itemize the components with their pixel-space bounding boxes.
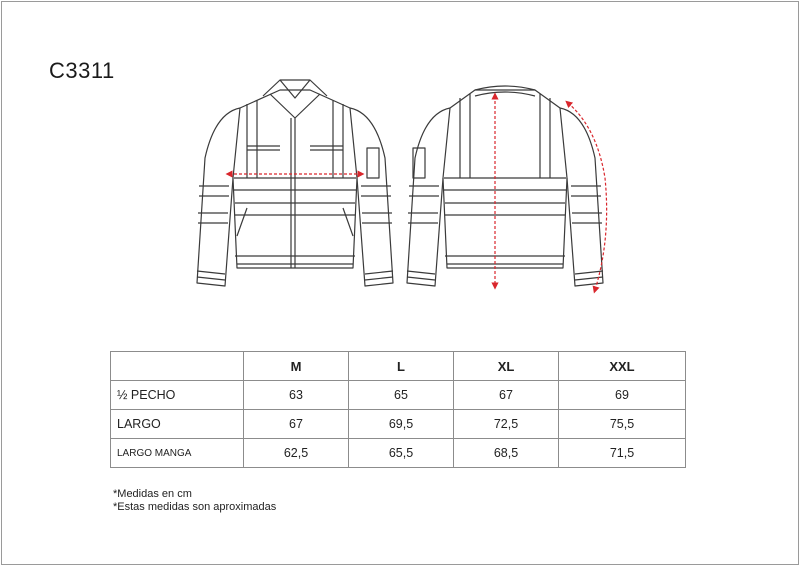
jacket-technical-drawing: [185, 68, 615, 300]
table-cell: 69,5: [349, 410, 454, 439]
footnote-units: *Medidas en cm: [113, 488, 192, 500]
row-label: LARGO: [111, 410, 244, 439]
product-code: C3311: [49, 58, 115, 83]
table-header-row: [111, 352, 686, 381]
table-row: [111, 410, 686, 439]
jacket-front-view: [197, 80, 393, 286]
table-header-cell: XXL: [559, 352, 686, 381]
table-cell: 68,5: [454, 439, 559, 468]
table-header-cell: XL: [454, 352, 559, 381]
table-cell: 63: [244, 381, 349, 410]
table-header-cell: [111, 352, 244, 381]
table-cell: 67: [454, 381, 559, 410]
table-cell: 72,5: [454, 410, 559, 439]
table-cell: 65: [349, 381, 454, 410]
footnotes: [113, 488, 276, 514]
table-cell: 62,5: [244, 439, 349, 468]
table-cell: 75,5: [559, 410, 686, 439]
table-cell: 67: [244, 410, 349, 439]
table-row: [111, 439, 686, 468]
table-cell: 71,5: [559, 439, 686, 468]
size-chart-table: [110, 351, 686, 468]
table-cell: 65,5: [349, 439, 454, 468]
row-label: ½ PECHO: [111, 381, 244, 410]
footnote-approximate: *Estas medidas son aproximadas: [113, 501, 277, 513]
table-cell: 69: [559, 381, 686, 410]
table-row: [111, 381, 686, 410]
table-header-cell: L: [349, 352, 454, 381]
row-label: LARGO MANGA: [111, 439, 244, 468]
jacket-back-view: [407, 86, 603, 286]
table-header-cell: M: [244, 352, 349, 381]
